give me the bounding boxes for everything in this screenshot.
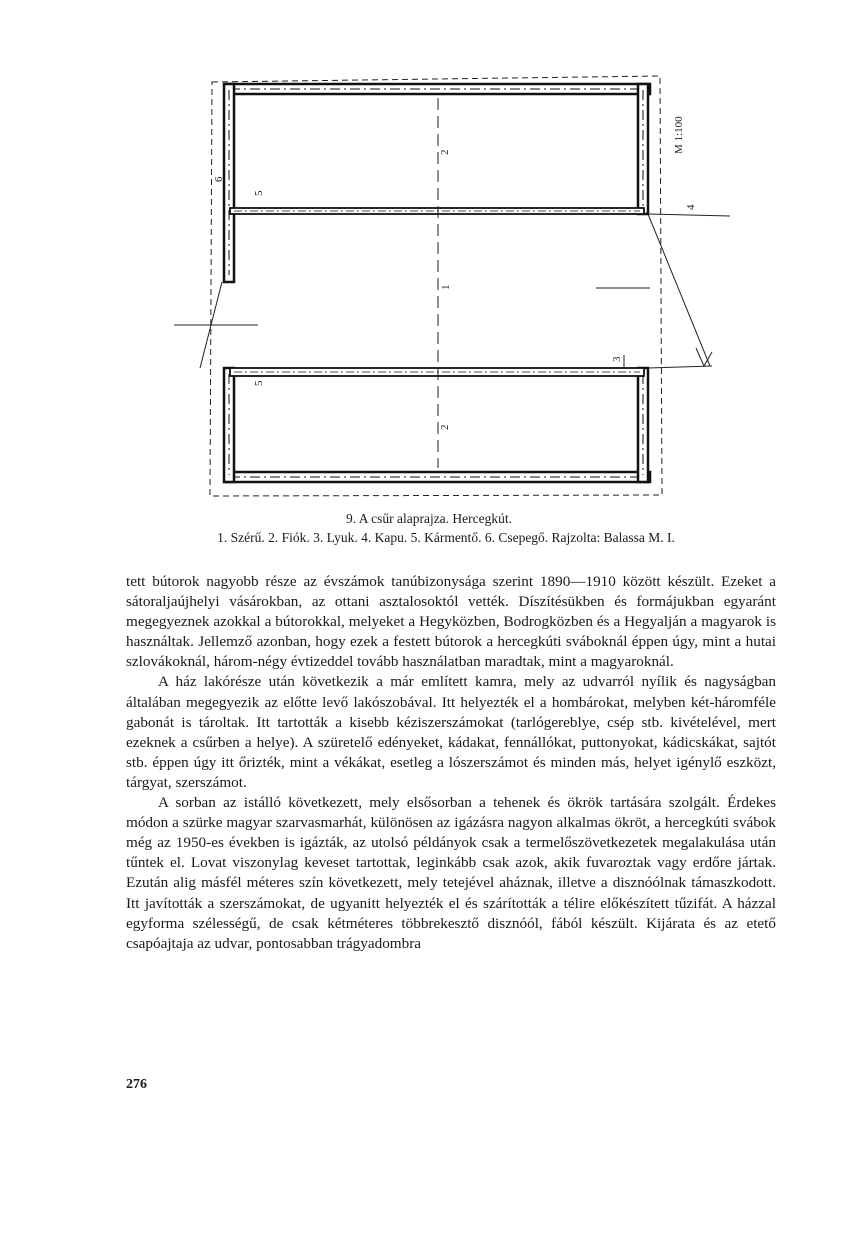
floor-plan-drawing [160, 70, 750, 510]
figure-caption-title: 9. A csűr alaprajza. Hercegkút. [345, 511, 513, 526]
label-4: 4 [685, 204, 697, 210]
paragraph: A ház lakórésze után következik a már említett kamra, mely az udvarról nyílik és nagyságban általában megegyezik az előtte levő lakószobával. Itt helyezték el a hombárokat, melyben két-háromféle gabonát is tároltak. Itt tartották a kisebb kéziszerszámokat (tarlógereblye, csép stb. kivételével, mert ezeknek a csűrben a helye). A szüretelő edényeket, kádakat, fennállókat, puttonyokat, kádicskákat, sajtót stb. éppen úgy itt őrizték, mint a vékákat, esetleg a lószerszámot és minden más, helyet igénylő eszközt, tárgyat, szerszámot. [126, 673, 776, 791]
left-wall-lower [224, 368, 234, 482]
body-text [126, 572, 776, 954]
label-5-bottom: 5 [253, 380, 265, 386]
right-gate-top [648, 214, 730, 216]
label-2-bottom: 2 [439, 424, 451, 430]
label-2-top: 2 [439, 149, 451, 155]
barn-floor-plan [160, 70, 750, 510]
right-gate-leaf [648, 214, 710, 366]
right-gate-bottom [648, 366, 712, 368]
label-6: 6 [213, 176, 225, 182]
label-5-top: 5 [253, 190, 265, 196]
scale-label: M 1:100 [673, 116, 685, 154]
label-3: 3 [611, 356, 623, 362]
paragraph: A sorban az istálló következett, mely elsősorban a tehenek és ökrök tartására szolgált. Érdekes módon a szürke magyar szarvasmarhát, különösen az igázásra nagyon alkalmas ökröt, a hercegkúti svábok még az 1950-es években is igázták, az utolsó példányok csak a termelőszövetkezetek megalakulása után tűntek el. Lovat viszonylag keveset tartottak, leginkább csak azok, akik fuvaroztak vagy erdőre jártak. Ezután alig másfél méteres szín következett, mely tetejével aháznak, illetve a disznóólnak támaszkodott. Itt javították a szerszámokat, de ugyanitt helyezték el és szárították a télire előkészített tűzifát. A házzal egyforma szélességű, de csak kétméteres többrekesztő disznóól, fából készült. Kijárata és az etető csapóajtaja az udvar, pontosabban trágyadombra [126, 794, 776, 952]
label-1: 1 [440, 284, 452, 290]
page-number: 276 [126, 1077, 147, 1092]
outer-dashed-outline [210, 76, 662, 496]
right-wall-lower [638, 368, 648, 482]
paragraph: tett bútorok nagyobb része az évszámok tanúbizonysága szerint 1890—1910 között készült. Ezeket a sátoraljaújhelyi vásárokban, az ottani asztalosoktól vették. Díszítésükben és formájukban egyaránt megegyeznek azokkal a bútorokkal, melyeket a Hegyközben, Bodrogközben és a Hegyalján a magyarok is használtak. Jellemző azonban, hogy ezek a festett bútorok a hercegkúti sváboknál éppen úgy, mint a hutai szlovákoknál, három-négy évtizeddel tovább használatban maradtak, mint a magyaroknál. [126, 573, 776, 671]
figure-caption-legend: 1. Szérű. 2. Fiók. 3. Lyuk. 4. Kapu. 5. Kármentő. 6. Csepegő. Rajzolta: Balassa M. I. [217, 530, 675, 545]
